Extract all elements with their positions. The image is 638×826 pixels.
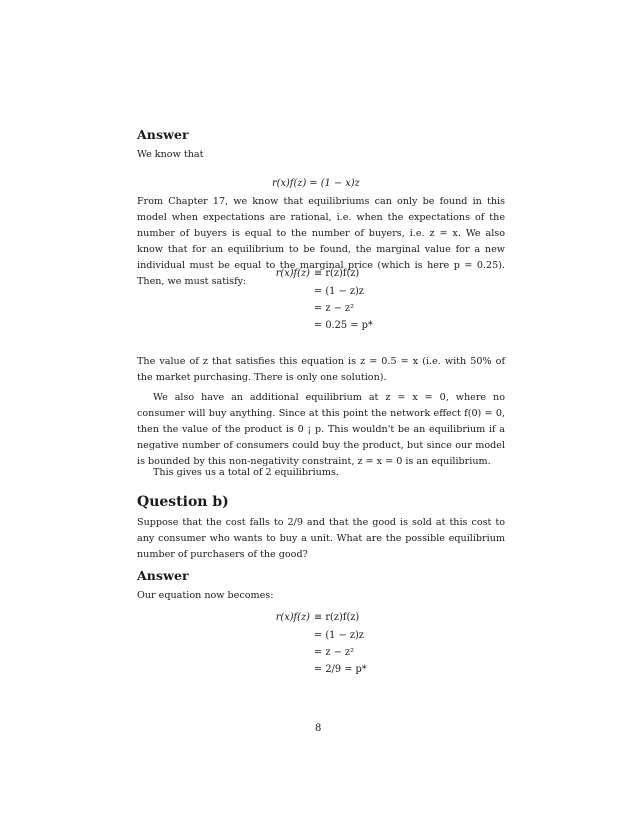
align-row: = (1 − z)z: [314, 286, 364, 297]
answer-intro: Our equation now becomes:: [137, 590, 274, 601]
answer-heading: Answer: [137, 568, 189, 583]
answer-intro: We know that: [137, 149, 204, 160]
answer-heading: Answer: [137, 127, 189, 142]
paragraph-rational-expectations: From Chapter 17, we know that equilibriums can only be found in this model when expectations are rational, i.e. when the expectations of the number of buyers is equal to the number of buyers, i.e. z = x. We also know that for an equilibrium to be found, the marginal value for a new individual must be equal to the marginal price (which is here p = 0.25). Then, we must satisfy:: [137, 196, 505, 287]
paragraph-zero-equilibrium: We also have an additional equilibrium at z = x = 0, where no consumer will buy anything. Since at this point the network effect f(0) = 0, then the value of the product is 0 ¡ p. This wouldn't be an equilibrium if a negative number of consumers could buy the product, but since our model is bounded by this non-negativity constraint, z = x = 0 is an equilibrium.: [137, 392, 505, 467]
align-row: = 0.25 = p*: [314, 320, 373, 331]
align-row: ≡ r(z)f(z): [314, 268, 360, 279]
page-number: 8: [315, 723, 322, 734]
align-row: = z − z²: [314, 303, 355, 314]
paragraph-total: This gives us a total of 2 equilibriums.: [153, 467, 339, 478]
align-row: = (1 − z)z: [314, 630, 364, 641]
align-lhs: r(x)f(z): [275, 612, 310, 623]
question-heading: Question b): [137, 494, 229, 510]
paragraph-solution: The value of z that satisfies this equation is z = 0.5 = x (i.e. with 50% of the market purchasing. There is only one solution).: [137, 356, 505, 383]
align-lhs: r(x)f(z): [275, 268, 310, 279]
align-row: = z − z²: [314, 647, 355, 658]
question-text: Suppose that the cost falls to 2/9 and that the good is sold at this cost to any consumer who wants to buy a unit. What are the possible equilibrium number of purchasers of the good?: [137, 517, 505, 560]
align-row: = 2/9 = p*: [314, 664, 367, 675]
align-row: ≡ r(z)f(z): [314, 612, 360, 623]
equation-1: r(x)f(z) = (1 − x)z: [272, 178, 360, 189]
